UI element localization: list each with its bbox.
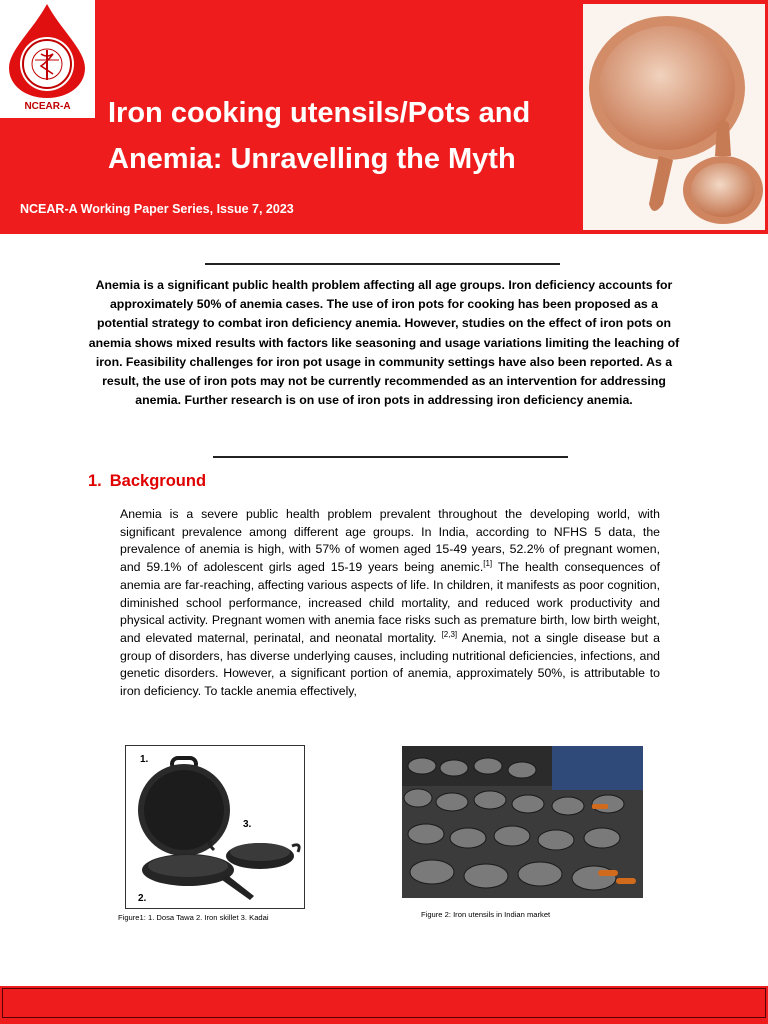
logo-label: NCEAR-A [24,101,71,112]
title-line-2: Anemia: Unravelling the Myth [108,143,516,175]
figure-2-caption: Figure 2: Iron utensils in Indian market [421,910,551,919]
paragraph-part-1: Anemia is a severe public health problem prevalent throughout the developing world, with significant prevalence among different age groups. In India, according to NFHS 5 data, the prevalence of anemia is high, with 57% of women aged 15-49 years, 52.2% of pregnant women, and 59.1% of adolescent girls aged 15-19 years being anemic. [120,507,660,575]
blood-drop-logo-icon [3,2,91,100]
logo [0,0,95,118]
cast-iron-pans-photo [583,4,765,230]
figure-1-image [125,745,305,909]
citation-2: [2,3] [441,629,458,639]
figure-2-image [402,746,643,898]
page-title [108,90,578,182]
title-line-1: Iron cooking utensils/Pots and [108,97,531,129]
paragraph-part-2: The health consequences of anemia are far-reaching, affecting various aspects of life. In children, it manifests as poor cognition, diminished school performance, increased child mortality, and reduced work productivity and physical activity. Pregnant women with anemia face risks such as premature birth, low birth weight, and elevated maternal, perinatal, and neonatal mortality. [120,560,660,645]
paragraph-part-3: Anemia, not a single disease but a group of disorders, has diverse underlying causes, including nutritional deficiencies, infections, and genetic disorders. However, a significant portion of anemia, approximately 50%, is attributable to iron deficiency. To tackle anemia effectively, [120,630,660,699]
section-heading-background [88,472,214,491]
figure-1-label-1: 1. [140,754,149,765]
series-label: NCEAR-A Working Paper Series, Issue 7, 2023 [20,202,294,216]
footer-border [2,988,766,1018]
figure-1-label-3: 3. [243,819,252,830]
divider-top [205,263,560,265]
section-number: 1. [88,472,102,490]
figure-1-label-2: 2. [138,893,147,904]
background-paragraph [120,506,660,701]
divider-bottom [213,456,568,458]
citation-1: [1] [483,559,493,569]
abstract: Anemia is a significant public health problem affecting all age groups. Iron deficiency accounts for approximately 50% of anemia cases. The use of iron pots for cooking has been proposed as a potential strategy to combat iron deficiency anemia. However, studies on the effect of iron pots on anemia shows mixed results with factors like seasoning and usage variations limiting the leaching of iron. Feasibility challenges for iron pot usage in community settings have also been reported. As a result, the use of iron pots may not be currently recommended as an intervention for addressing anemia. Further research is on use of iron pots in addressing iron deficiency anemia. [88,278,680,408]
figure-1-caption: Figure1: 1. Dosa Tawa 2. Iron skillet 3. Kadai [118,913,269,922]
section-title: Background [109,472,207,490]
